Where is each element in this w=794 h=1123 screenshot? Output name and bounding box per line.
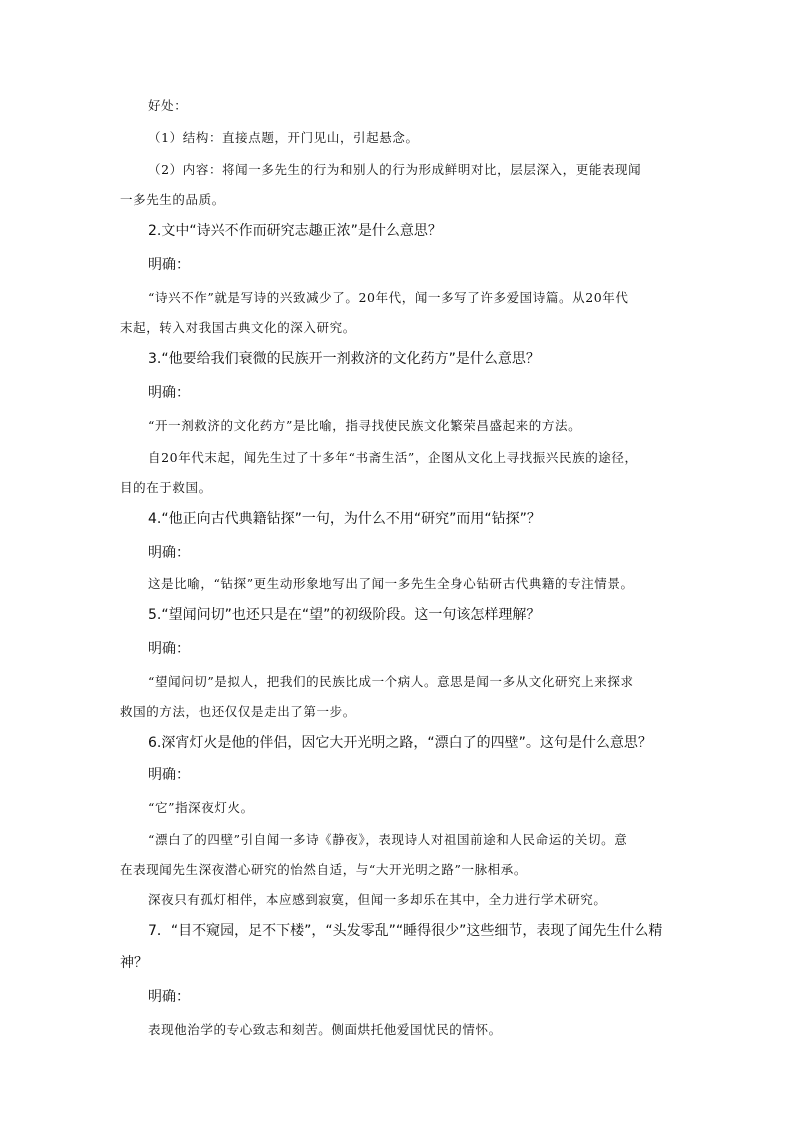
document-page <box>120 96 676 1040</box>
question-2: 2.文中“诗兴不作而研究志趣正浓”是什么意思？ <box>148 223 442 239</box>
benefit-heading: 好处： <box>148 98 188 113</box>
answer-6-line4: 深夜只有孤灯相伴，本应感到寂寞，但闻一多却乐在其中，全力进行学术研究。 <box>148 892 607 907</box>
benefit-content-line2: 一多先生的品质。 <box>120 192 225 207</box>
question-7-line1: 7．“目不窥园，足不下楼”，“头发零乱”“睡得很少”这些细节，表现了闻先生什么精 <box>148 923 663 939</box>
answer-4: 这是比喻，“钻探”更生动形象地写出了闻一多先生全身心钻研古代典籍的专注情景。 <box>148 576 634 591</box>
answer-5-line2: 救国的方法，也还仅仅是走出了第一步。 <box>120 704 356 719</box>
question-3: 3.“他要给我们衰微的民族开一剂救济的文化药方”是什么意思？ <box>148 351 540 367</box>
answer-3-line3: 目的在于救国。 <box>120 480 212 495</box>
answer-label-5: 明确： <box>148 641 190 657</box>
answer-3-line2: 自20年代末起，闻先生过了十多年“书斋生活”，企图从文化上寻找振兴民族的途径， <box>148 450 638 465</box>
benefit-content-line1: （2）内容：将闻一多先生的行为和别人的行为形成鲜明对比，层层深入，更能表现闻 <box>148 162 642 177</box>
answer-label-2: 明确： <box>148 257 190 273</box>
benefit-structure: （1）结构：直接点题，开门见山，引起悬念。 <box>148 130 419 145</box>
question-5: 5.“望闻问切”也还只是在“望”的初级阶段。这一句该怎样理解？ <box>148 607 541 623</box>
answer-3-line1: “开一剂救济的文化药方”是比喻，指寻找使民族文化繁荣昌盛起来的方法。 <box>148 418 582 433</box>
answer-label-7: 明确： <box>148 989 190 1005</box>
answer-label-6: 明确： <box>148 767 190 783</box>
answer-label-3: 明确： <box>148 385 190 401</box>
answer-2-line1: “诗兴不作”就是写诗的兴致减少了。20年代，闻一多写了许多爱国诗篇。从20年代 <box>148 290 629 305</box>
answer-6-line2: “漂白了的四壁”引自闻一多诗《静夜》，表现诗人对祖国前途和人民命运的关切。意 <box>148 832 628 847</box>
answer-5-line1: “望闻问切”是拟人，把我们的民族比成一个病人。意思是闻一多从文化研究上来探求 <box>148 674 634 689</box>
answer-7: 表现他治学的专心致志和刻苦。侧面烘托他爱国忧民的情怀。 <box>148 1022 502 1037</box>
question-6: 6.深宵灯火是他的伴侣，因它大开光明之路，“漂白了的四壁”。这句是什么意思？ <box>148 735 652 751</box>
answer-6-line1: “它”指深夜灯火。 <box>148 800 254 815</box>
question-7-line2: 神？ <box>120 955 148 971</box>
answer-label-4: 明确： <box>148 545 190 561</box>
question-4: 4.“他正向古代典籍钻探”一句，为什么不用“研究”而用“钻探”？ <box>148 511 541 527</box>
answer-6-line3: 在表现闻先生深夜潜心研究的怡然自适，与“大开光明之路”一脉相承。 <box>120 862 527 877</box>
answer-2-line2: 末起，转入对我国古典文化的深入研究。 <box>120 320 356 335</box>
